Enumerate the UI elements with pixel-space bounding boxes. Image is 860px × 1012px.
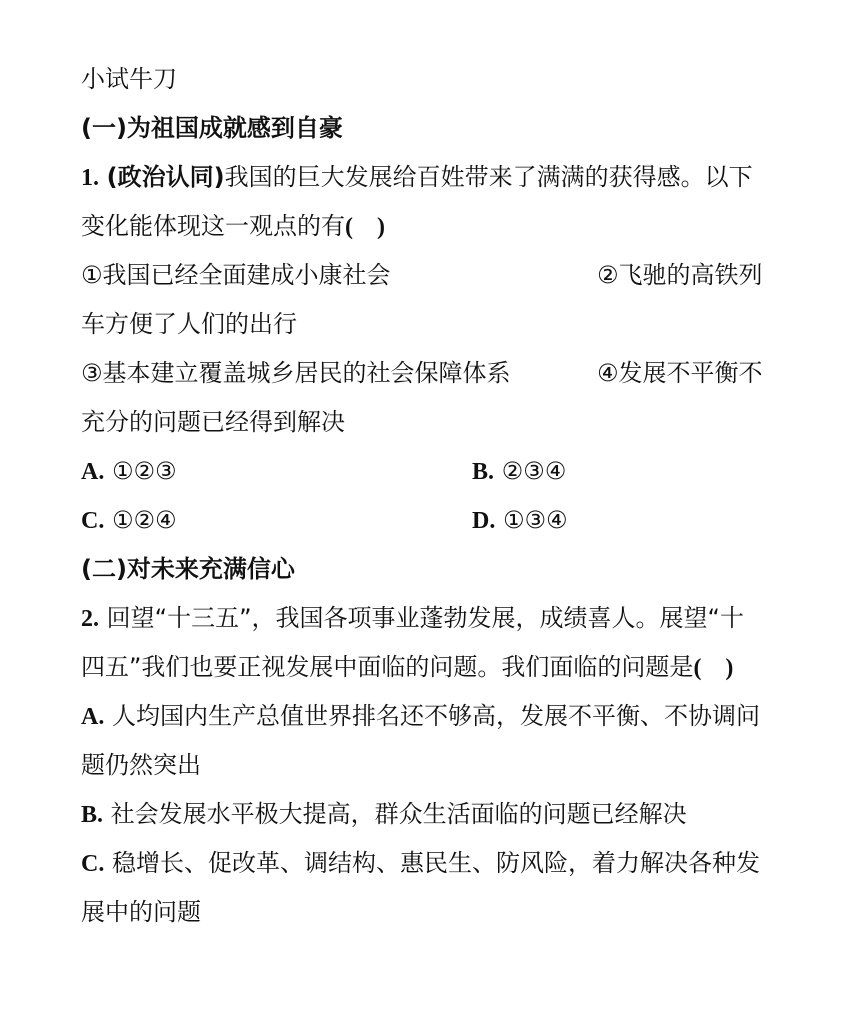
q1-stem-text1: 我国的巨大发展给百姓带来了满满的获得感。以下: [224, 163, 753, 191]
q1-option-a-label: A.: [81, 459, 105, 485]
q1-option-b: [472, 451, 566, 491]
q1-statement-4-part1: ④发展不平衡不: [597, 359, 763, 387]
q1-option-d-text: ①③④: [502, 506, 568, 534]
q1-option-a-text: ①②③: [111, 457, 177, 485]
q2-stem-text2: 四五”我们也要正视发展中面临的问题。我们面临的问题是: [81, 653, 694, 681]
q1-statement-3: ③基本建立覆盖城乡居民的社会保障体系: [81, 359, 511, 387]
q2-option-b-label: B.: [81, 802, 104, 828]
q2-option-c-line2: 展中的问题: [81, 898, 201, 926]
q1-stem-line2: [81, 206, 385, 246]
q1-tag: (政治认同): [106, 163, 225, 191]
q2-stem-line2: [81, 647, 733, 687]
q1-answer-blank: ( ): [345, 214, 385, 240]
q2-answer-blank: ( ): [693, 655, 734, 681]
q1-option-a: [81, 451, 177, 491]
q2-stem-text1: 回望“十三五”，我国各项事业蓬勃发展，成绩喜人。展望“十: [106, 604, 744, 632]
q2-option-c-text1: 稳增长、促改革、调结构、惠民生、防风险，着力解决各种发: [111, 849, 760, 877]
q2-option-a-line2: 题仍然突出: [81, 751, 201, 779]
q2-option-b-text: 社会发展水平极大提高，群众生活面临的问题已经解决: [110, 800, 687, 828]
q2-option-c-label: C.: [81, 851, 105, 877]
q1-option-c-label: C.: [81, 508, 105, 534]
q2-stem-line1: [81, 598, 744, 638]
q1-statement-1: ①我国已经全面建成小康社会: [81, 261, 391, 289]
q2-option-a-text1: 人均国内生产总值世界排名还不够高，发展不平衡、不协调问: [111, 702, 760, 730]
q2-option-b: [81, 794, 687, 834]
section-title: 小试牛刀: [81, 65, 177, 93]
q2-option-a-label: A.: [81, 704, 105, 730]
q2-number: 2.: [81, 606, 99, 632]
q1-option-c-text: ①②④: [111, 506, 177, 534]
q1-option-d: [472, 500, 568, 540]
q1-number: 1.: [81, 165, 99, 191]
q1-option-b-label: B.: [472, 459, 495, 485]
q1-stem-text2: 变化能体现这一观点的有: [81, 212, 345, 240]
q1-statement-4-part2: 充分的问题已经得到解决: [81, 408, 345, 436]
q1-option-c: [81, 500, 177, 540]
q1-stem-line1: [81, 157, 753, 197]
q1-statement-2-part1: ②飞驰的高铁列: [597, 261, 763, 289]
q1-option-d-label: D.: [472, 508, 496, 534]
part2-heading: (二)对未来充满信心: [81, 555, 295, 583]
part1-heading: (一)为祖国成就感到自豪: [81, 114, 343, 142]
q2-option-a-line1: [81, 696, 760, 736]
q2-option-c-line1: [81, 843, 760, 883]
q1-option-b-text: ②③④: [501, 457, 567, 485]
q1-statement-2-part2: 车方便了人们的出行: [81, 310, 297, 338]
